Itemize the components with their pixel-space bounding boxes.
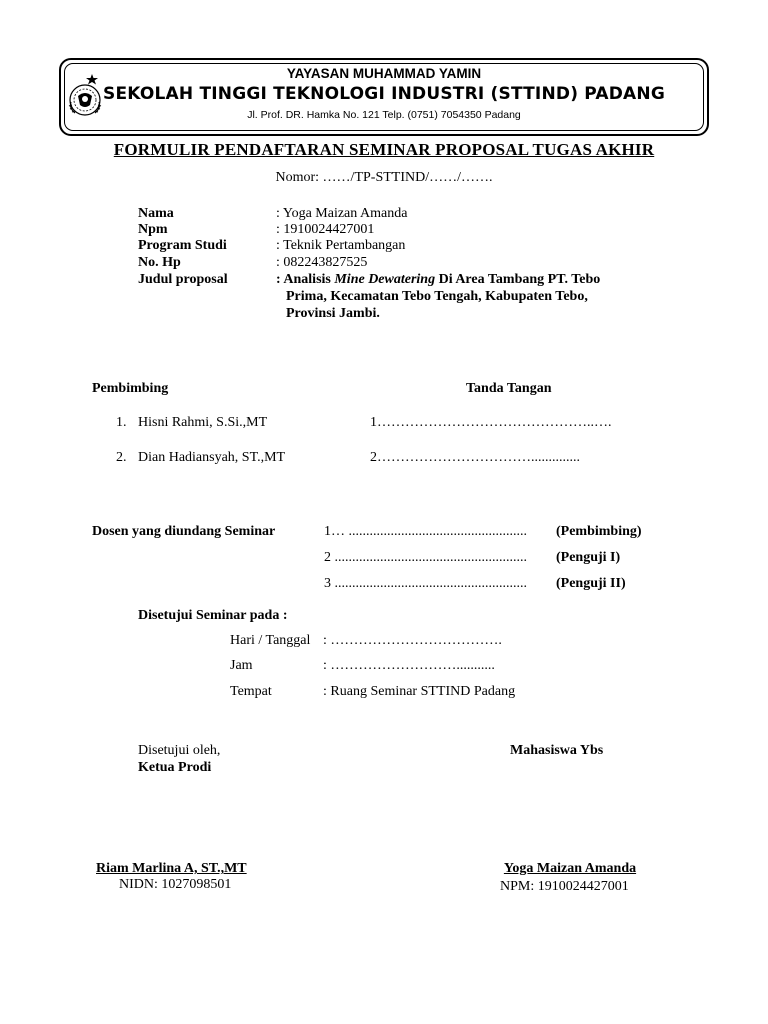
supervisor-heading: Pembimbing [92,381,169,396]
head-of-program-name: Riam Marlina A, ST.,MT [96,861,247,876]
prodi-label: Program Studi [138,238,227,253]
tempat-label: Tempat [230,684,272,699]
student-signature-title: Mahasiswa Ybs [510,743,604,758]
signature-heading: Tanda Tangan [466,381,552,396]
supervisor-2-signature-line: 2…………………………….............. [370,450,580,465]
student-signature-npm: NPM: 1910024427001 [500,879,629,894]
supervisor-1-signature-line: 1………………………………………..…. [370,415,612,430]
form-number: Nomor: ……/TP-STTIND/……/……. [275,170,493,185]
student-signature-name: Yoga Maizan Amanda [503,861,637,876]
judul-line-2: Prima, Kecamatan Tebo Tengah, Kabupaten Tebo, [286,289,588,304]
hari-label: Hari / Tanggal [230,633,311,648]
npm-value: : 1910024427001 [276,222,375,237]
approval-heading: Disetujui Seminar pada : [138,608,288,623]
head-of-program-nidn: NIDN: 1027098501 [119,877,232,892]
approved-by-label: Disetujui oleh, [138,743,221,758]
nama-value: : Yoga Maizan Amanda [276,206,408,221]
invited-row-3-line: 3 ....................................................... [324,576,527,591]
head-of-program-label: Ketua Prodi [138,760,212,775]
hp-label: No. Hp [138,255,181,270]
hari-value: : ………………………………. [323,633,502,648]
prodi-value: : Teknik Pertambangan [276,238,406,253]
supervisor-1-name: Hisni Rahmi, S.Si.,MT [138,415,268,430]
school-name: SEKOLAH TINGGI TEKNOLOGI INDUSTRI (STTIND) PADANG [103,84,665,104]
foundation-name: YAYASAN MUHAMMAD YAMIN [286,66,482,81]
nama-label: Nama [138,206,174,221]
form-title: FORMULIR PENDAFTARAN SEMINAR PROPOSAL TUGAS AKHIR [113,140,655,159]
supervisor-2-name: Dian Hadiansyah, ST.,MT [138,450,286,465]
supervisor-2-number: 2. [116,450,127,465]
judul-line-3: Provinsi Jambi. [286,306,380,321]
judul-italic: Mine Dewatering [334,272,436,287]
invited-label: Dosen yang diundang Seminar [92,524,276,539]
npm-label: Npm [138,222,168,237]
jam-value: : ………………………........... [323,658,495,673]
supervisor-1-number: 1. [116,415,127,430]
invited-row-1-role: (Pembimbing) [556,524,642,539]
invited-row-1-line: 1… ................................................... [324,524,527,539]
jam-label: Jam [230,658,253,673]
school-address: Jl. Prof. DR. Hamka No. 121 Telp. (0751) 7054350 Padang [247,109,521,121]
judul-rest: Di Area Tambang PT. Tebo [435,272,601,287]
invited-row-3-role: (Penguji II) [556,576,626,591]
judul-label: Judul proposal [138,272,228,287]
invited-row-2-role: (Penguji I) [556,550,621,565]
invited-row-2-line: 2 ....................................................... [324,550,527,565]
tempat-value: : Ruang Seminar STTIND Padang [323,684,516,699]
judul-value [276,271,600,288]
judul-prefix: : Analisis [276,272,335,287]
hp-value: : 082243827525 [276,255,368,270]
